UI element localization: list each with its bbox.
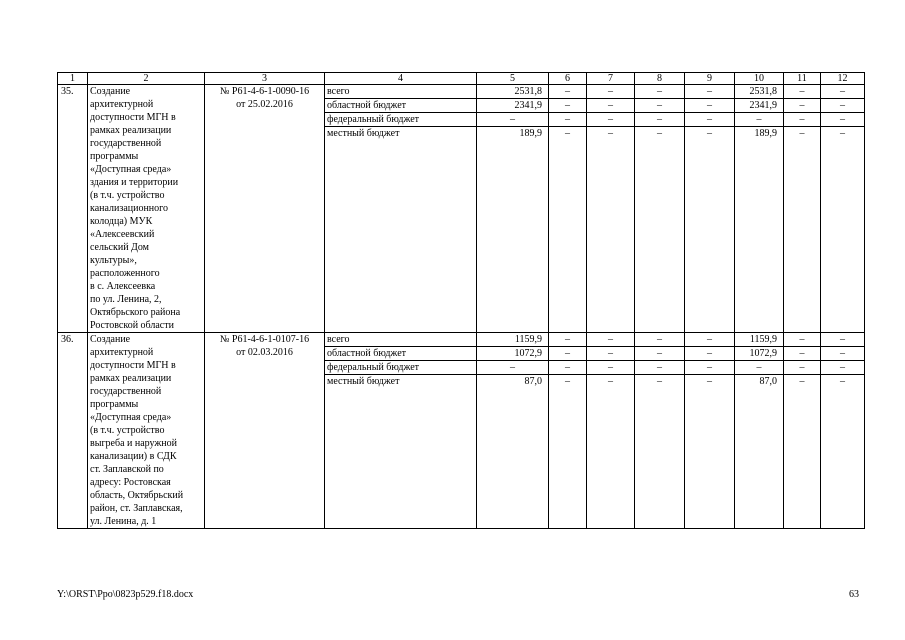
registration-number: № Р61-4-6-1-0090-16 от 25.02.2016 (205, 85, 325, 333)
value-col11: – (784, 85, 821, 99)
value-col7: – (587, 333, 635, 347)
value-col12: – (821, 99, 865, 113)
funding-source: местный бюджет (325, 127, 477, 333)
value-col6: – (549, 85, 587, 99)
value-col8: – (635, 99, 685, 113)
col-header-2: 2 (88, 73, 205, 85)
value-col11: – (784, 333, 821, 347)
col-header-9: 9 (685, 73, 735, 85)
value-col8: – (635, 113, 685, 127)
file-path: Y:\ORST\Ppo\0823p529.f18.docx (57, 589, 194, 600)
value-col7: – (587, 99, 635, 113)
value-col5: 1072,9 (477, 347, 549, 361)
value-col6: – (549, 375, 587, 529)
value-col10: 87,0 (735, 375, 784, 529)
value-col7: – (587, 85, 635, 99)
value-col9: – (685, 113, 735, 127)
col-header-10: 10 (735, 73, 784, 85)
value-col11: – (784, 347, 821, 361)
value-col12: – (821, 85, 865, 99)
value-col6: – (549, 333, 587, 347)
col-header-11: 11 (784, 73, 821, 85)
value-col10: 1159,9 (735, 333, 784, 347)
value-col7: – (587, 113, 635, 127)
value-col9: – (685, 85, 735, 99)
value-col11: – (784, 375, 821, 529)
value-col11: – (784, 127, 821, 333)
value-col12: – (821, 127, 865, 333)
value-col9: – (685, 347, 735, 361)
value-col8: – (635, 361, 685, 375)
value-col8: – (635, 127, 685, 333)
value-col6: – (549, 347, 587, 361)
value-col7: – (587, 361, 635, 375)
value-col5: – (477, 361, 549, 375)
value-col5: 1159,9 (477, 333, 549, 347)
col-header-3: 3 (205, 73, 325, 85)
value-col5: 87,0 (477, 375, 549, 529)
value-col5: 189,9 (477, 127, 549, 333)
value-col12: – (821, 113, 865, 127)
value-col9: – (685, 375, 735, 529)
header-row (58, 73, 865, 85)
value-col8: – (635, 85, 685, 99)
value-col5: 2341,9 (477, 99, 549, 113)
funding-source: федеральный бюджет (325, 113, 477, 127)
value-col10: 189,9 (735, 127, 784, 333)
value-col5: 2531,8 (477, 85, 549, 99)
value-col9: – (685, 361, 735, 375)
funding-source: областной бюджет (325, 99, 477, 113)
value-col11: – (784, 113, 821, 127)
object-name: Создание архитектурной доступности МГН в рамках реализации государственной программы «Доступная среда» (в т.ч. устройство выгреба и наружной канализации) в СДК ст. Заплавской по адресу: Ростовская область, Октябрьский район, ст. Заплавская, ул. Ленина, д. 1 (88, 333, 205, 529)
table-row (58, 333, 865, 347)
col-header-5: 5 (477, 73, 549, 85)
value-col12: – (821, 361, 865, 375)
value-col11: – (784, 361, 821, 375)
value-col6: – (549, 127, 587, 333)
value-col11: – (784, 99, 821, 113)
value-col9: – (685, 127, 735, 333)
value-col10: – (735, 113, 784, 127)
row-number: 36. (58, 333, 88, 529)
value-col10: – (735, 361, 784, 375)
value-col10: 2531,8 (735, 85, 784, 99)
value-col10: 1072,9 (735, 347, 784, 361)
row-number: 35. (58, 85, 88, 333)
funding-source: всего (325, 333, 477, 347)
value-col8: – (635, 375, 685, 529)
funding-source: всего (325, 85, 477, 99)
registration-number: № Р61-4-6-1-0107-16 от 02.03.2016 (205, 333, 325, 529)
funding-source: федеральный бюджет (325, 361, 477, 375)
value-col12: – (821, 375, 865, 529)
value-col10: 2341,9 (735, 99, 784, 113)
col-header-12: 12 (821, 73, 865, 85)
value-col5: – (477, 113, 549, 127)
value-col7: – (587, 347, 635, 361)
value-col6: – (549, 361, 587, 375)
value-col7: – (587, 127, 635, 333)
value-col8: – (635, 333, 685, 347)
funding-source: областной бюджет (325, 347, 477, 361)
value-col7: – (587, 375, 635, 529)
funding-source: местный бюджет (325, 375, 477, 529)
value-col9: – (685, 333, 735, 347)
col-header-1: 1 (58, 73, 88, 85)
value-col6: – (549, 99, 587, 113)
table-row (58, 85, 865, 99)
object-name: Создание архитектурной доступности МГН в рамках реализации государственной программы «Доступная среда» здания и территории (в т.ч. устройство канализационного колодца) МУК «Алексеевский сельский Дом культуры», расположенного в с. Алексеевка по ул. Ленина, 2, Октябрьского района Ростовской области (88, 85, 205, 333)
value-col9: – (685, 99, 735, 113)
budget-table (57, 72, 865, 529)
value-col8: – (635, 347, 685, 361)
value-col12: – (821, 333, 865, 347)
value-col6: – (549, 113, 587, 127)
col-header-6: 6 (549, 73, 587, 85)
page-number: 63 (849, 589, 859, 600)
col-header-7: 7 (587, 73, 635, 85)
value-col12: – (821, 347, 865, 361)
col-header-4: 4 (325, 73, 477, 85)
col-header-8: 8 (635, 73, 685, 85)
